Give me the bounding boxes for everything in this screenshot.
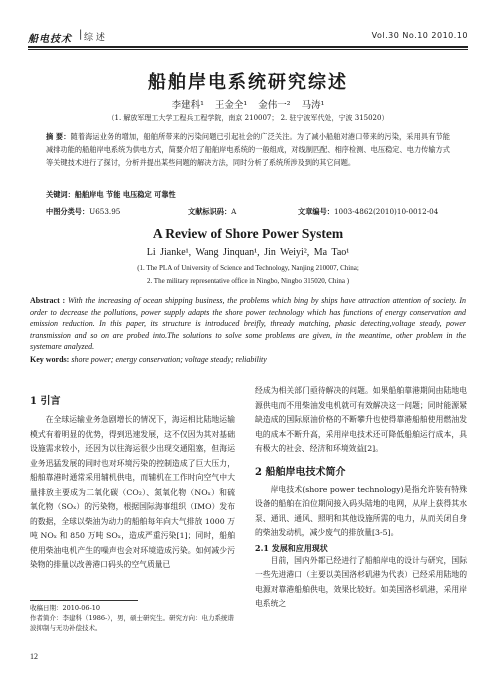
- class-number: [46, 207, 120, 217]
- abstract-en: [30, 295, 466, 353]
- keywords-en-text: shore power; energy conservation; voltage steady; reliability: [71, 355, 267, 364]
- page-number: 12: [30, 652, 38, 661]
- abstract-cn-label: 摘 要：: [46, 132, 71, 141]
- keywords-cn-label: 关键词：: [46, 190, 75, 199]
- left-column: [30, 392, 235, 573]
- section-1-paragraph: 在全球运输业务急剧增长的情况下，海运相比陆地运输模式有着明显的优势，得到迅速发展，这不仅因为其对基础设施需求较小，还因为以往海运很少出现交通阻塞，但海运业务迅猛发展的同时也对环境污染的控制造成了巨大压力，船舶靠港时通常采用辅机供电，而辅机在工作时向空气中大量排放主要成为二氧化碳（CO₂）、氮氧化物（NOₓ）和硫氧化物（SOₓ）的污染物，根据国际海事组织（IMO）发布的数据，全球以柴油为动力的船舶每年向大气排放 1000 万吨 NOₓ 和 850 万吨 SOₓ，造成严重污染[1]；同时，船舶使用柴油电机产生的噪声也会对环境造成污染。如何减少污染物的排量以改善港口码头的空气质量已: [30, 415, 235, 569]
- header-rule: [28, 46, 468, 48]
- abstract-cn-text: 随着海运业务的增加，船舶所带来的污染问题已引起社会的广泛关注。为了减小船舶对港口带来的污染，采用具有节能减排功能的船舶岸电系统为供电方式，简要介绍了船舶岸电系统的一般组成，对线制匹配、相序检测、电压稳定、电力传输方式等关键技术进行了探讨，分析并提出某些问题的解决方法，同时分析了系统所涉及到的其它问题。: [46, 132, 450, 167]
- class-number-label: 中图分类号：: [46, 207, 90, 216]
- title-cn: 船舶岸电系统研究综述: [148, 72, 348, 93]
- footnote-rule: [30, 600, 138, 601]
- document-code-label: 文献标识码：: [188, 207, 232, 216]
- subsection-2-1-paragraph: 目前，国内外都已经进行了船舶岸电的设计与研究，国际一些先进港口（主要以美国洛杉矶港为代表）已经采用陆地的电源对靠港船舶供电，效果比较好。如美国洛杉矶港，采用岸电系统之: [255, 555, 467, 608]
- issue-info: Vol.30 No.10 2010.10: [371, 31, 468, 40]
- section-2-paragraph: 岸电技术(shore power technology)是指允许装有特殊设备的船舶在泊位期间接入码头陆地的电网，从岸上获得其水泵、通讯、通风、照明和其他设施所需的电力，从而关闭自身的柴油发动机，减少废气的排放量[3-5]。: [255, 484, 467, 537]
- author-bio: 作者简介：李建科（1986-），男，硕士研究生。研究方向：电力系统谐波抑制与无功补偿技术。: [30, 614, 234, 632]
- class-number-value: U653.95: [89, 207, 121, 216]
- affiliation-cn: （1. 解放军理工大学工程兵工程学院，南京 210007； 2. 驻宁波军代处，宁波 315020）: [107, 114, 389, 122]
- keywords-en-label: Key words:: [30, 355, 70, 364]
- header-separator: |: [79, 29, 83, 40]
- authors-en: Li Jianke¹, Wang Jinquan¹, Jin Weiyi², Ma Tao¹: [146, 247, 350, 258]
- subsection-2-1-title: 2.1 发展和应用现状: [255, 542, 328, 553]
- article-number: [298, 207, 438, 217]
- abstract-en-text: With the increasing of ocean shipping business, the problems which bing by ships have attraction attention of society. In order to decrease the pollutions, power supply adapts the shore power technology which has functions of energy conservation and emission reduction. In this paper, its structure is introduced breifly, thready matching, phasic detecting,voltage steady, power transmission and so on are probed into.The solutions to solve some problems are given, in the meantime, other problem in the systemare analyzed.: [30, 296, 466, 351]
- document-code-value: A: [231, 207, 237, 216]
- abstract-en-label: Abstract :: [30, 296, 66, 305]
- title-en: A Review of Shore Power System: [152, 226, 344, 241]
- article-number-value: 1003-4862(2010)10-0012-04: [333, 207, 439, 216]
- footnote: [30, 603, 235, 633]
- received-date: 收稿日期：2010-06-10: [30, 604, 100, 612]
- intro-continued-paragraph: 经成为相关部门亟待解决的问题。如果船舶靠港期间由陆地电源供电而不用柴油发电机就可有效解决这一问题；同时能源紧缺造成的国际原油价格的不断攀升也使得靠港船舶使用燃油发电的成本不断升高，采用岸电技术还可降低船舶运行成本，具有极大的社会、经济和环境效益[2]。: [255, 386, 467, 453]
- article-number-label: 文章编号：: [298, 207, 334, 216]
- section-label: 综 述: [84, 33, 105, 43]
- journal-name: 船电技术: [28, 34, 72, 45]
- document-code: [188, 207, 236, 217]
- keywords-en: [30, 355, 267, 364]
- section-1-title: 1 引言: [30, 396, 61, 407]
- abstract-cn: [46, 130, 450, 169]
- section-2-title: 2 船舶岸电技术简介: [255, 466, 346, 478]
- keywords-cn: [46, 190, 176, 200]
- authors-cn: 李建科¹ 王金全¹ 金伟一² 马涛¹: [171, 100, 325, 111]
- right-column: [255, 384, 467, 612]
- header-rule-thin: [28, 49, 468, 50]
- keywords-cn-text: 船舶岸电 节能 电压稳定 可靠性: [74, 190, 176, 199]
- affiliation-en-1: (1. The PLA of University of Science and Technology, Nanjing 210007, China;: [137, 264, 359, 272]
- affiliation-en-2: 2. The military representative office in Ningbo, Ningbo 315020, China ): [146, 277, 350, 285]
